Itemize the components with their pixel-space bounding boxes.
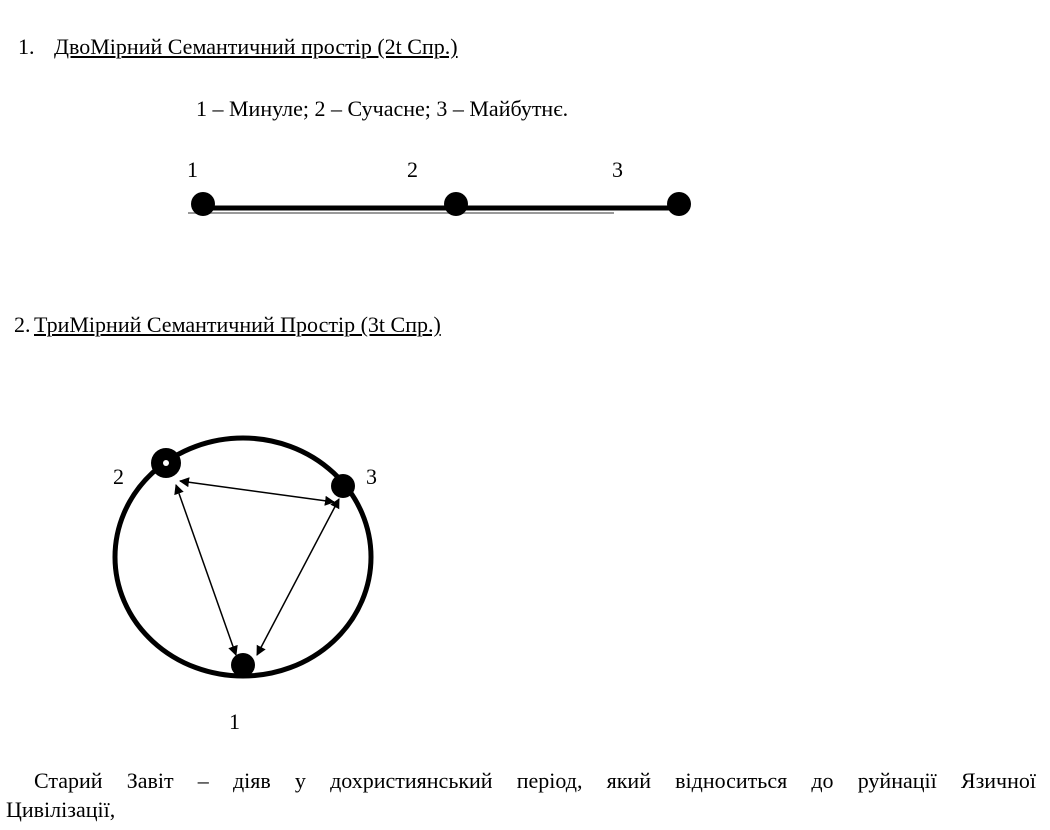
timeline-label-3: 3	[612, 157, 623, 182]
circular-cycle-diagram	[113, 438, 377, 734]
linear-timeline-diagram	[187, 157, 691, 216]
arrow-2-3	[180, 481, 334, 502]
timeline-point-1	[191, 192, 215, 216]
cycle-point-2-center	[163, 460, 169, 466]
arrow-2-1	[176, 485, 236, 655]
timeline-point-3	[667, 192, 691, 216]
cycle-label-3: 3	[366, 464, 377, 489]
section-2-number: 2.	[14, 312, 31, 337]
cycle-point-3	[331, 474, 355, 498]
section-1-number: 1.	[18, 34, 35, 59]
timeline-label-1: 1	[187, 157, 198, 182]
cycle-circle	[115, 438, 371, 676]
paragraph-line-1: Старий Завіт – діяв у дохристиянський період, який відноситься до руйнації Язичної	[34, 768, 1036, 793]
timeline-label-2: 2	[407, 157, 418, 182]
timeline-point-2	[444, 192, 468, 216]
arrow-3-1	[257, 499, 339, 655]
section-1-title: ДвоМірний Семантичний простір (2t Спр.)	[54, 34, 458, 59]
timeline-legend: 1 – Минуле; 2 – Сучасне; 3 – Майбутнє.	[196, 96, 569, 121]
body-paragraph	[0, 766, 1036, 824]
paragraph-line-2: Цивілізації,	[6, 797, 116, 822]
cycle-label-1: 1	[229, 709, 240, 734]
cycle-label-2: 2	[113, 464, 124, 489]
cycle-point-1	[231, 653, 255, 677]
section-2-title: ТриМірний Семантичний Простір (3t Спр.)	[34, 312, 441, 337]
